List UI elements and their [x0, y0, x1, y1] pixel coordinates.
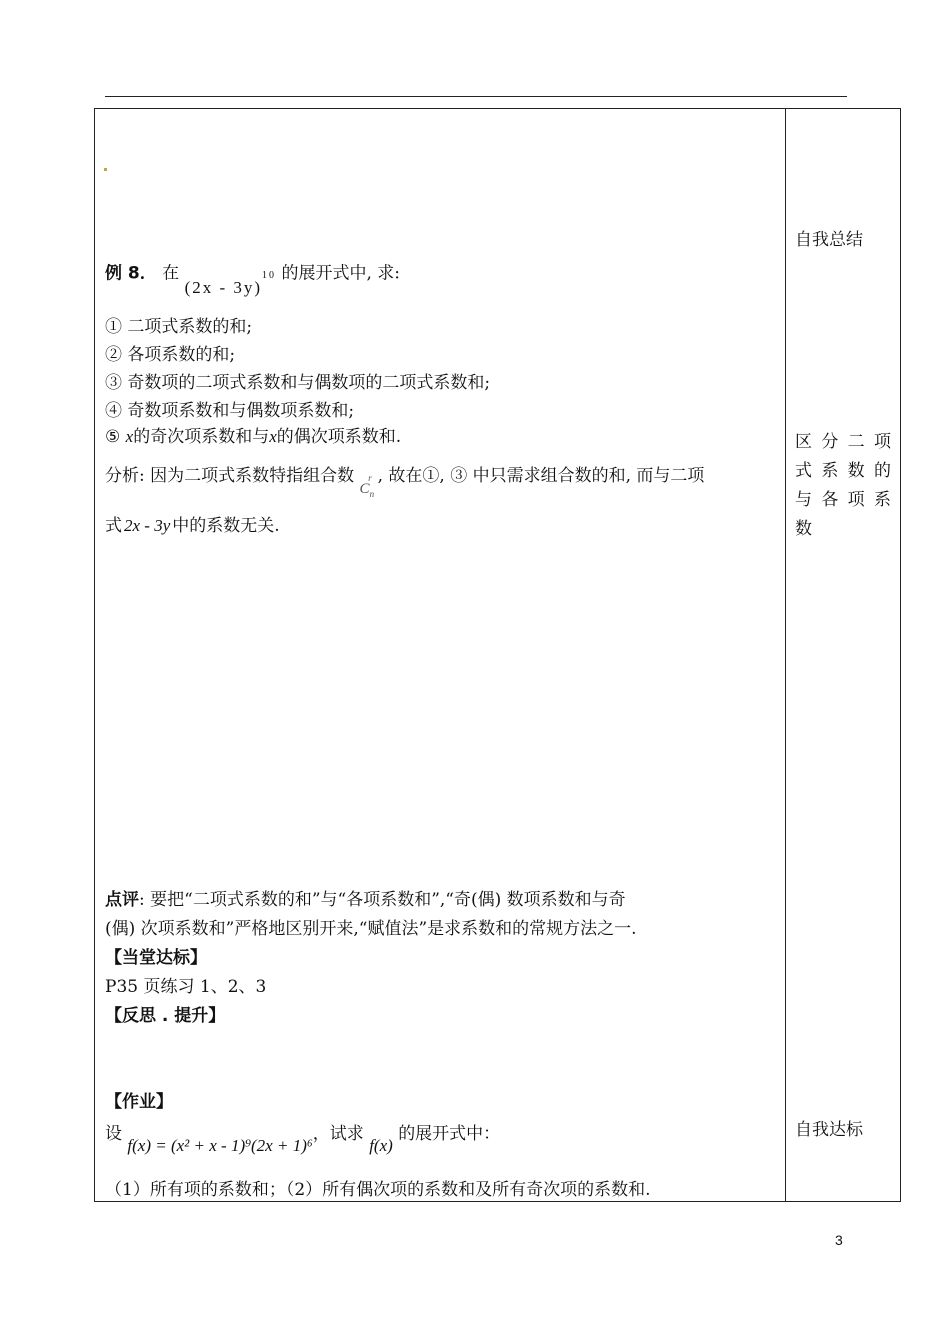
sidebar-note-line: 数 [795, 519, 812, 539]
analysis-line-2 [105, 512, 280, 540]
list-item [105, 423, 401, 451]
homework-formula: f(x) = (x² + x - 1)⁹(2x + 1)⁶ [127, 1136, 313, 1155]
example-intro-suffix: 的展开式中, 求: [281, 263, 400, 284]
comment-label: 点评 [105, 890, 139, 910]
comb-sup: r [368, 473, 372, 483]
example-expression-text: (2x - 3y) [184, 277, 263, 297]
homework-line [105, 1120, 501, 1155]
comb-symbol [359, 473, 378, 499]
list-item: ① 二项式系数的和; [105, 317, 253, 337]
comb-letter: C [359, 481, 370, 497]
homework-mid: ，试求 [312, 1124, 364, 1144]
comment-line-2: (偶) 次项系数和”严格地区别开来,“赋值法”是求系数和的常规方法之一. [105, 919, 637, 939]
sidebar-note-line: 与 各 项 系 [795, 490, 891, 510]
example-exponent: 10 [262, 270, 277, 281]
homework-prefix: 设 [105, 1124, 122, 1144]
example-label: 例 8． [105, 263, 157, 284]
homework-suffix: 的展开式中： [398, 1124, 501, 1144]
homework-heading: 【作业】 [105, 1092, 173, 1112]
page-number: 3 [835, 1232, 843, 1248]
analysis-expression: 2x - 3y [124, 516, 171, 535]
analysis-line2-suffix: 中的系数无关. [172, 516, 280, 536]
sidebar-note-line: 式 系 数 的 [795, 461, 891, 481]
example-intro-prefix: 在 [162, 263, 180, 284]
sidebar-note-distinguish [795, 428, 895, 544]
sidebar-note-target: 自我达标 [795, 1120, 863, 1140]
comb-sub: n [369, 489, 375, 499]
item5-mid: 的奇次项系数和与 [133, 427, 270, 447]
list-item: ③ 奇数项的二项式系数和与偶数项的二项式系数和; [105, 373, 491, 393]
example-intro [105, 256, 400, 297]
practice-text: P35 页练习 1、2、3 [105, 977, 267, 997]
practice-heading: 【当堂达标】 [105, 948, 207, 968]
sidebar-note-line: 区 分 二 项 [795, 432, 891, 452]
reflect-heading: 【反思 . 提升】 [105, 1006, 226, 1026]
example-expression [184, 270, 277, 297]
header-rule [105, 96, 847, 97]
homework-fx: f(x) [369, 1136, 393, 1155]
analysis-line-1 [105, 458, 705, 499]
comment-line-1 [105, 886, 626, 914]
column-divider [785, 109, 786, 1201]
homework-question: （1）所有项的系数和；（2）所有偶次项的系数和及所有奇次项的系数和. [105, 1180, 651, 1200]
item5-suffix: 的偶次项系数和. [276, 427, 402, 447]
item5-var2: x [269, 427, 277, 446]
analysis-line2-prefix: 式 [105, 516, 122, 536]
list-item: ④ 奇数项系数和与偶数项系数和; [105, 401, 355, 421]
comment-text-1: : 要把“二项式系数的和”与“各项系数和”,“奇(偶) 数项系数和与奇 [139, 890, 626, 910]
analysis-suffix: , 故在①, ③ 中只需求组合数的和, 而与二项 [377, 466, 705, 486]
marker-dot [104, 168, 107, 171]
item5-prefix: ⑤ [105, 427, 121, 447]
list-item: ② 各项系数的和; [105, 345, 236, 365]
sidebar-note-summary: 自我总结 [795, 230, 863, 250]
item5-var: x [125, 427, 134, 446]
analysis-prefix: 分析: 因为二项式系数特指组合数 [105, 466, 355, 486]
